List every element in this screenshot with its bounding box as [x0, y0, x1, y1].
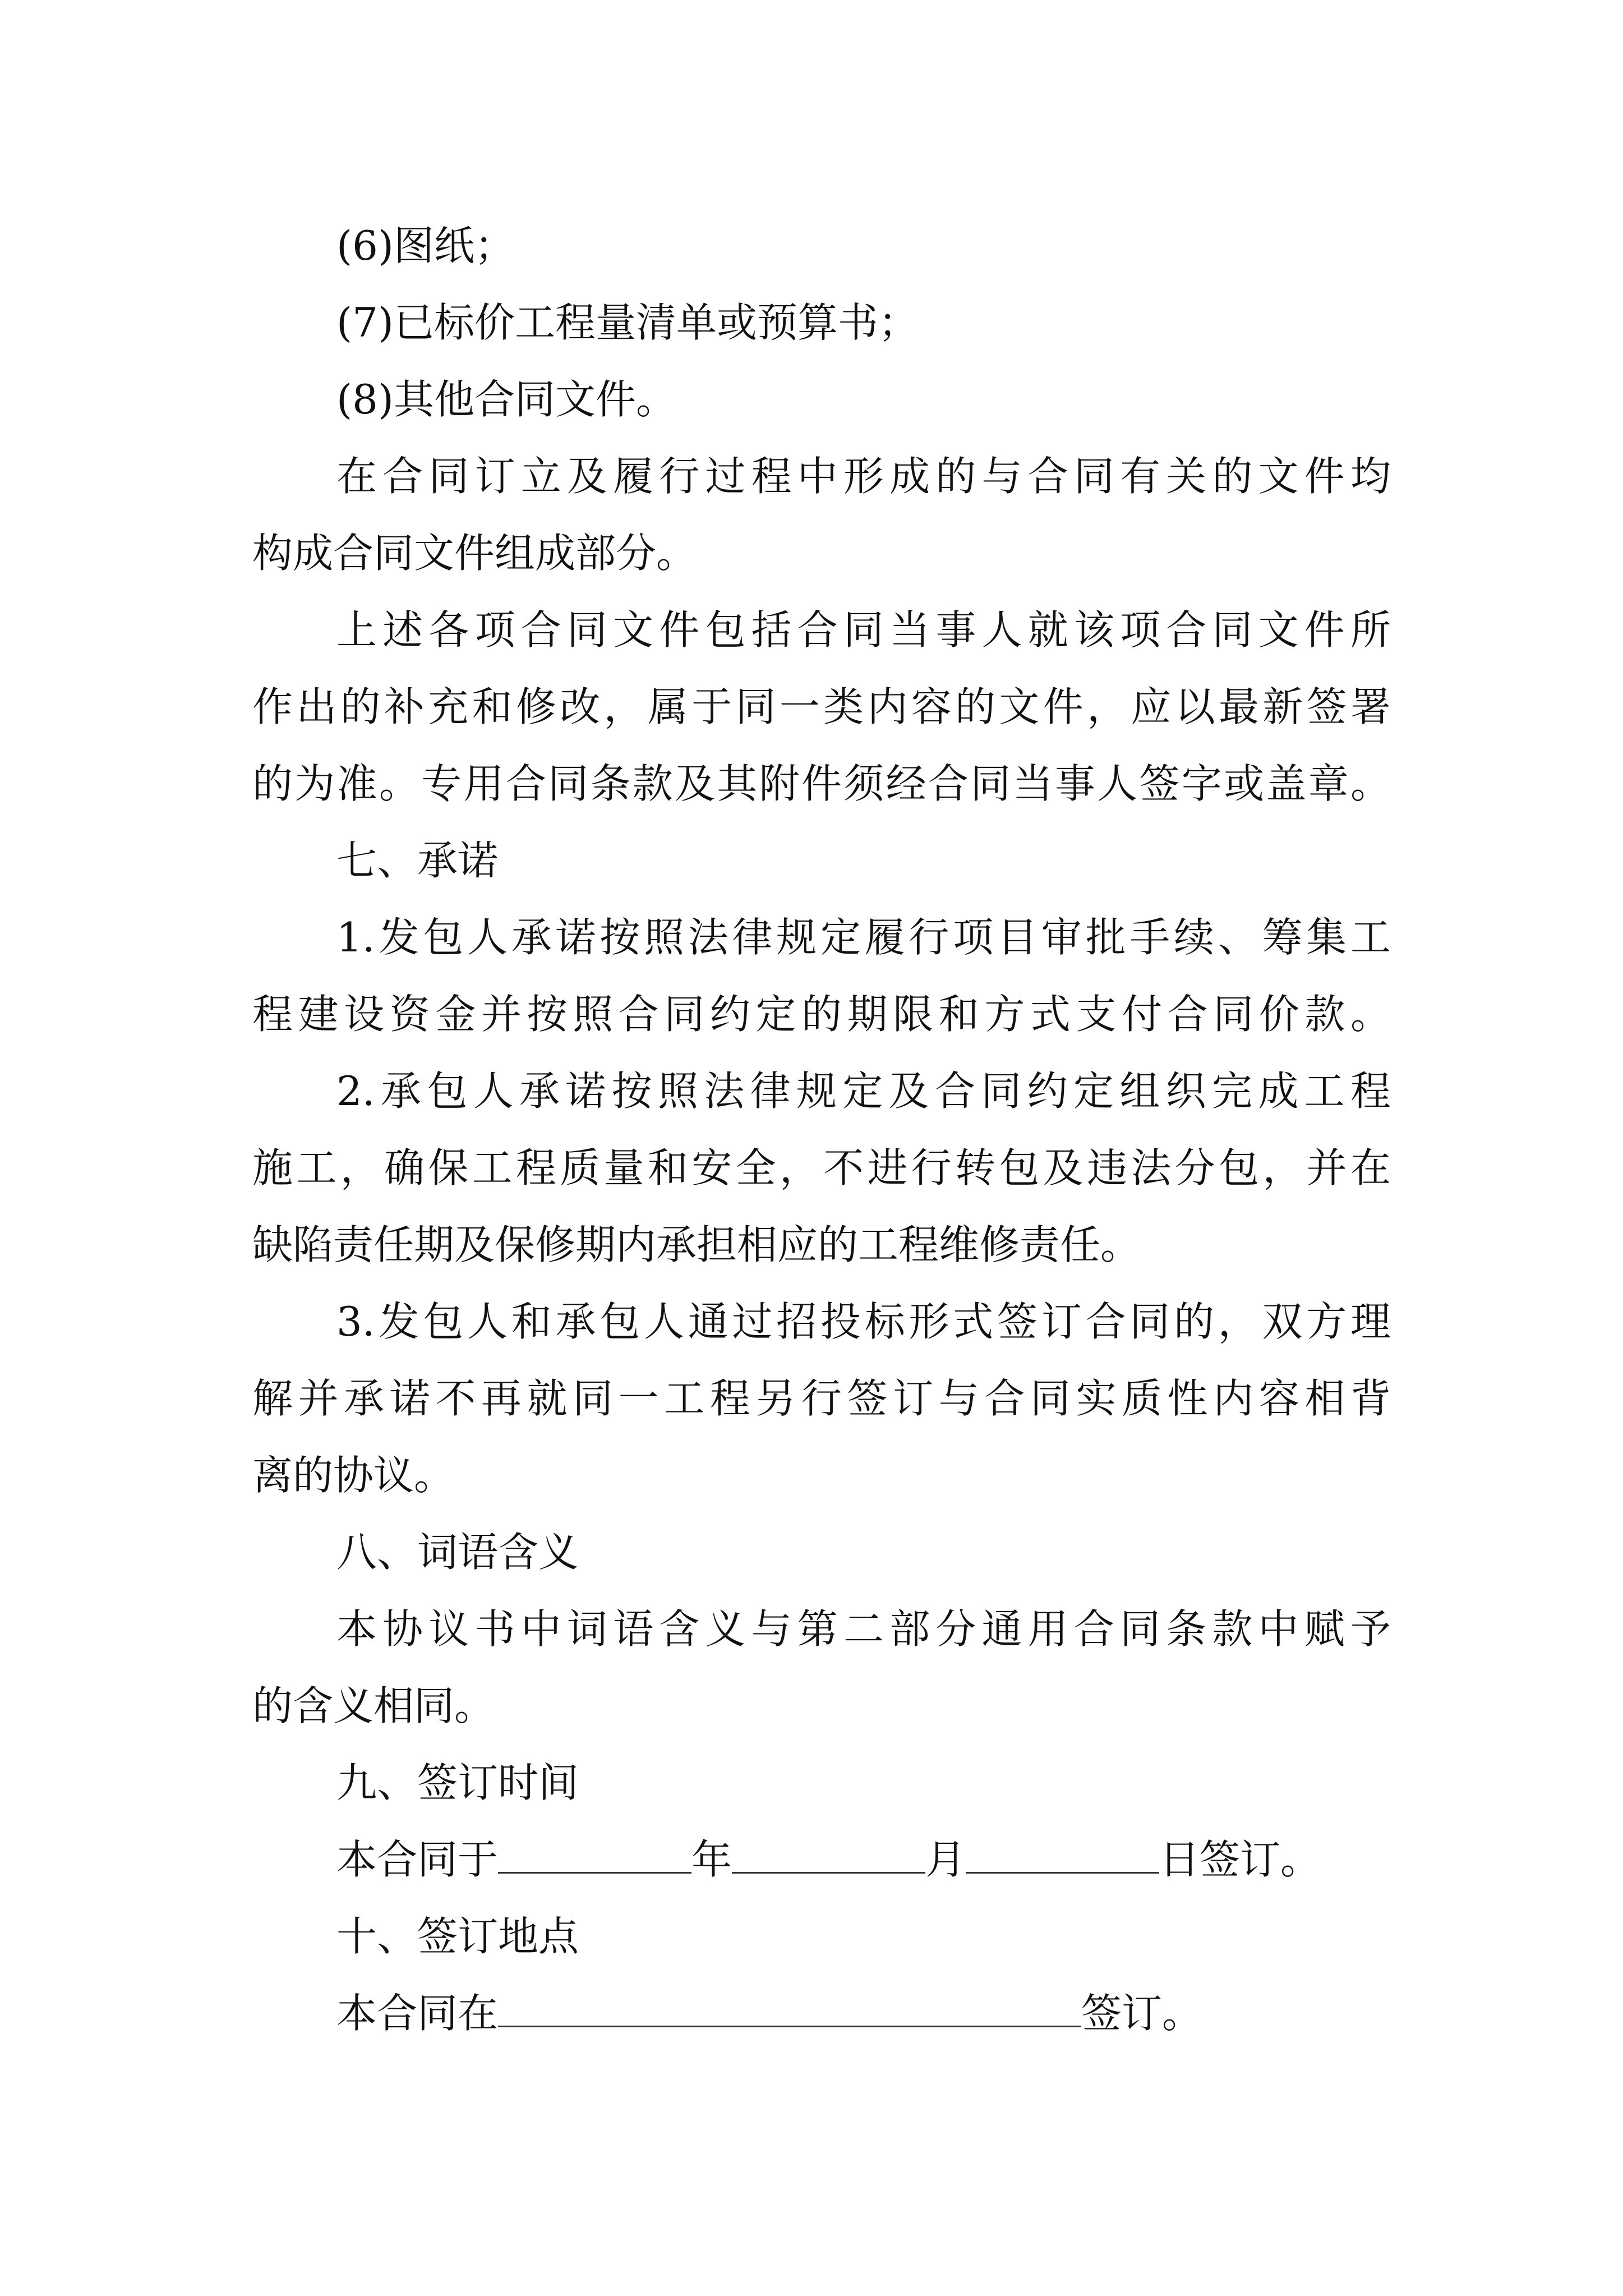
day-blank-field[interactable] — [966, 1839, 1159, 1874]
year-blank-field[interactable] — [498, 1839, 691, 1874]
signing-date-line — [252, 1821, 1391, 1898]
paragraph-line: 本协议书中词语含义与第二部分通用合同条款中赋予 — [336, 1605, 1391, 1653]
signing-place-suffix: 签订。 — [1081, 1990, 1203, 2037]
paragraph-line: 2.承包人承诺按照法律规定及合同约定组织完成工程 — [336, 1068, 1391, 1115]
paragraph-line: 缺陷责任期及保修期内承担相应的工程维修责任。 — [252, 1221, 1141, 1268]
list-item-8: (8)其他合同文件。 — [336, 376, 676, 423]
paragraph-line: 的为准。专用合同条款及其附件须经合同当事人签字或盖章。 — [252, 760, 1391, 807]
day-suffix: 日签订。 — [1159, 1836, 1321, 1883]
paragraph-line: 1.发包人承诺按照法律规定履行项目审批手续、筹集工 — [336, 914, 1391, 961]
month-blank-field[interactable] — [732, 1839, 925, 1874]
year-label: 年 — [691, 1836, 732, 1883]
signing-place-prefix: 本合同在 — [336, 1990, 499, 2037]
list-item-6: (6)图纸； — [336, 222, 515, 269]
paragraph-line: 在合同订立及履行过程中形成的与合同有关的文件均 — [336, 453, 1391, 500]
document-body — [252, 208, 1391, 2052]
paragraph-line: 程建设资金并按照合同约定的期限和方式支付合同价款。 — [252, 991, 1391, 1038]
section-heading-terms: 八、词语含义 — [336, 1529, 579, 1576]
paragraph-line: 解并承诺不再就同一工程另行签订与合同实质性内容相背 — [252, 1375, 1391, 1422]
paragraph-line: 上述各项合同文件包括合同当事人就该项合同文件所 — [336, 606, 1391, 654]
month-label: 月 — [925, 1836, 966, 1883]
paragraph-line: 离的协议。 — [252, 1452, 455, 1499]
paragraph-line: 作出的补充和修改，属于同一类内容的文件，应以最新签署 — [252, 683, 1391, 730]
paragraph-line: 3.发包人和承包人通过招投标形式签订合同的，双方理 — [336, 1298, 1391, 1345]
section-heading-commitment: 七、承诺 — [336, 837, 499, 884]
paragraph-line: 的含义相同。 — [252, 1682, 495, 1729]
signing-place-line — [252, 1975, 1391, 2052]
section-heading-signing-time: 九、签订时间 — [336, 1759, 579, 1806]
place-blank-field[interactable] — [498, 1993, 1081, 2027]
paragraph-line: 构成合同文件组成部分。 — [252, 530, 697, 577]
signing-date-prefix: 本合同于 — [336, 1836, 499, 1883]
paragraph-line: 施工，确保工程质量和安全，不进行转包及违法分包，并在 — [252, 1144, 1391, 1191]
list-item-7: (7)已标价工程量清单或预算书； — [336, 299, 919, 346]
section-heading-signing-place: 十、签订地点 — [336, 1913, 579, 1960]
